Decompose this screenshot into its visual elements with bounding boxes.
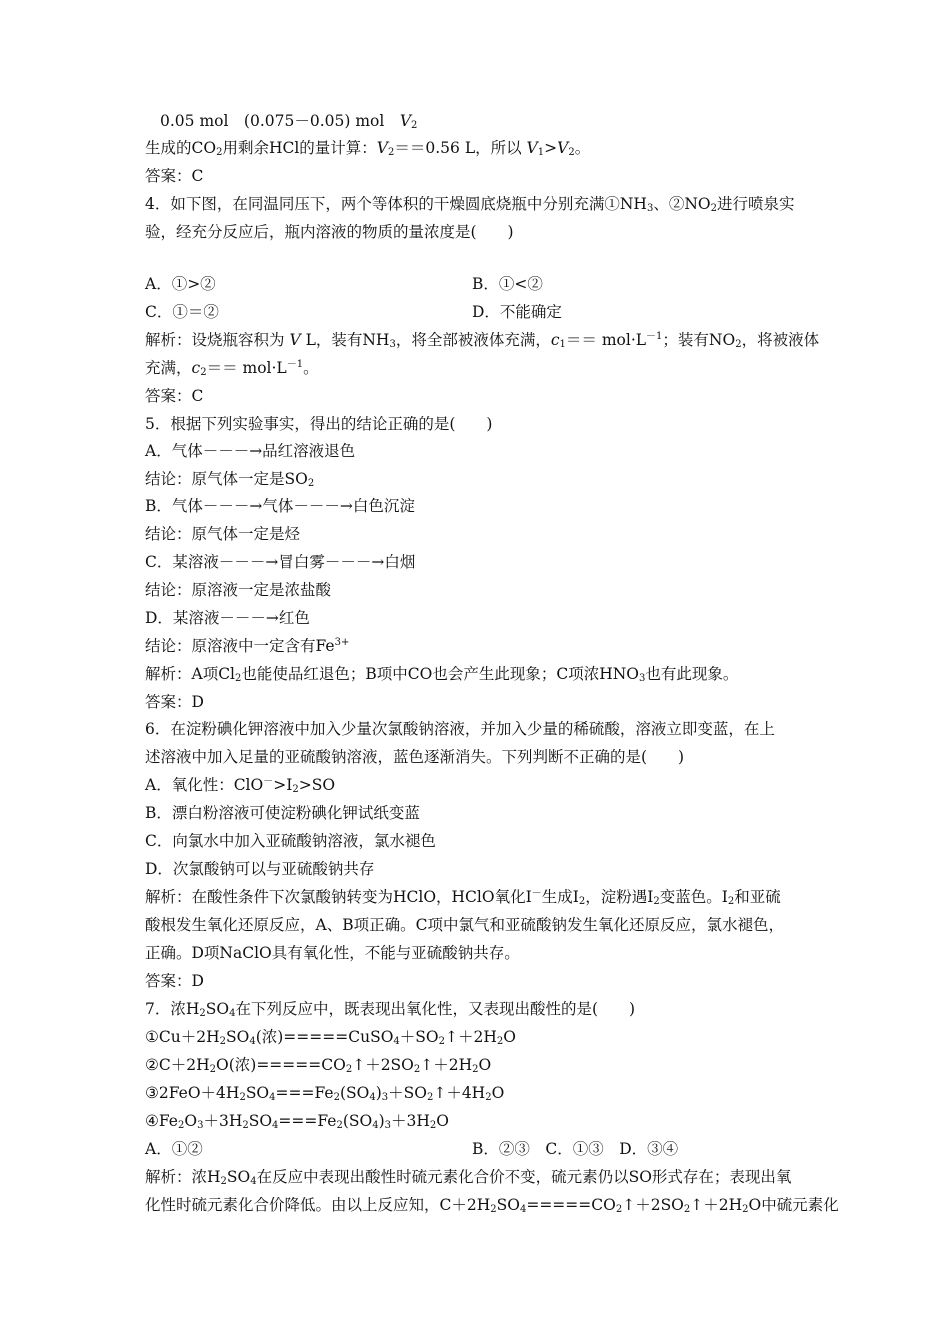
text-line: A．①>② — [145, 275, 216, 293]
text-line: 验，经充分反应后，瓶内溶液的物质的量浓度是( ) — [145, 223, 514, 241]
text-line: D．不能确定 — [472, 303, 562, 321]
text-line: 充满，$c_2== mol\cdot L^{-1}$。 — [145, 359, 319, 378]
text-line: 解析：A项$Cl_2$也能使品红退色；B项中CO也会产生此现象；C项浓$HNO_3$也有此现象。 — [145, 665, 739, 684]
text-line: 答案：D — [145, 693, 204, 711]
text-line: B．漂白粉溶液可使淀粉碘化钾试纸变蓝 — [145, 804, 420, 822]
text-line: 解析：浓$H_2SO_4$在反应中表现出酸性时硫元素化合价不变，硫元素仍以SO形式存在；表现出氧 — [145, 1168, 792, 1187]
text-line: 正确。D项NaClO具有氧化性，不能与亚硫酸钠共存。 — [145, 944, 520, 962]
text-line: $③2FeO+4H_2SO_4===Fe_2(SO_4)_3+SO_2↑+4H_2O$ — [145, 1084, 505, 1103]
text-line: A．①② — [145, 1140, 203, 1158]
text-line: A．气体－－－→品红溶液退色 — [145, 442, 356, 460]
text-line: 0.05 mol (0.075－0.05) mol $V_2$ — [160, 112, 418, 131]
text-line: C．某溶液－－－→冒白雾－－－→白烟 — [145, 553, 416, 571]
text-line: 解析：在酸性条件下次氯酸钠转变为HClO，HClO氧化I－生成$I_2$，淀粉遇$I_2$变蓝色。$I_2$和亚硫 — [145, 888, 781, 907]
text-line: 结论：原溶液中一定含有$Fe^{3+}$ — [145, 637, 350, 655]
text-line: 酸根发生氧化还原反应，A、B项正确。C项中氯气和亚硫酸钠发生氧化还原反应，氯水褪色， — [145, 916, 784, 934]
text-line: B．①<② — [472, 275, 543, 293]
text-line: $②C+2H_2O$(浓)$=====CO_2↑+2SO_2↑+2H_2O$ — [145, 1056, 492, 1075]
text-line: 化性时硫元素化合价降低。由以上反应知，$C+2H_2SO_4=====CO_2↑+2SO_2↑+2H_2O$中硫元素化 — [145, 1196, 839, 1215]
text-line: B．气体－－－→气体－－－→白色沉淀 — [145, 497, 415, 515]
text-line: 5．根据下列实验事实，得出的结论正确的是( ) — [145, 415, 493, 433]
text-line: 答案：C — [145, 387, 204, 405]
text-line: 生成的$CO_2$用剩余HCl的量计算：$V_2==0.56$ L，所以 $V_1>V_2$。 — [145, 139, 591, 158]
text-line: D．某溶液－－－→红色 — [145, 609, 310, 627]
text-line: 7．浓$H_2SO_4$在下列反应中，既表现出氧化性，又表现出酸性的是( ) — [145, 1000, 636, 1019]
text-line: 答案：C — [145, 167, 204, 185]
text-line: 6．在淀粉碘化钾溶液中加入少量次氯酸钠溶液，并加入少量的稀硫酸，溶液立即变蓝，在上 — [145, 720, 775, 738]
text-line: C．向氯水中加入亚硫酸钠溶液，氯水褪色 — [145, 832, 436, 850]
text-line: $①Cu+2H_2SO_4$(浓)$=====CuSO_4+SO_2↑+2H_2O$ — [145, 1028, 516, 1047]
text-line: 答案：D — [145, 972, 204, 990]
text-line: 述溶液中加入足量的亚硫酸钠溶液，蓝色逐渐消失。下列判断不正确的是( ) — [145, 748, 685, 766]
text-line: 结论：原溶液一定是浓盐酸 — [145, 581, 332, 599]
text-line: 结论：原气体一定是烃 — [145, 525, 301, 543]
text-line: D．次氯酸钠可以与亚硫酸钠共存 — [145, 860, 375, 878]
text-line: 结论：原气体一定是$SO_2$ — [145, 470, 315, 489]
text-line: 4．如下图，在同温同压下，两个等体积的干燥圆底烧瓶中分别充满$①NH_3$、$②NO_2$进行喷泉实 — [145, 195, 795, 214]
text-line: C．①＝② — [145, 303, 219, 321]
text-line: 解析：设烧瓶容积为 V L，装有$NH_3$，将全部被液体充满，$c_1== mol\cdot L^{-1}$；装有$NO_2$，将被液体 — [145, 331, 820, 350]
text-line: $④Fe_2O_3+3H_2SO_4===Fe_2(SO_4)_3+3H_2O$ — [145, 1112, 450, 1131]
text-line: A．氧化性：$ClO^->I_2>SO$ — [145, 776, 336, 795]
text-line: B．②③ C．①③ D．③④ — [472, 1140, 679, 1158]
